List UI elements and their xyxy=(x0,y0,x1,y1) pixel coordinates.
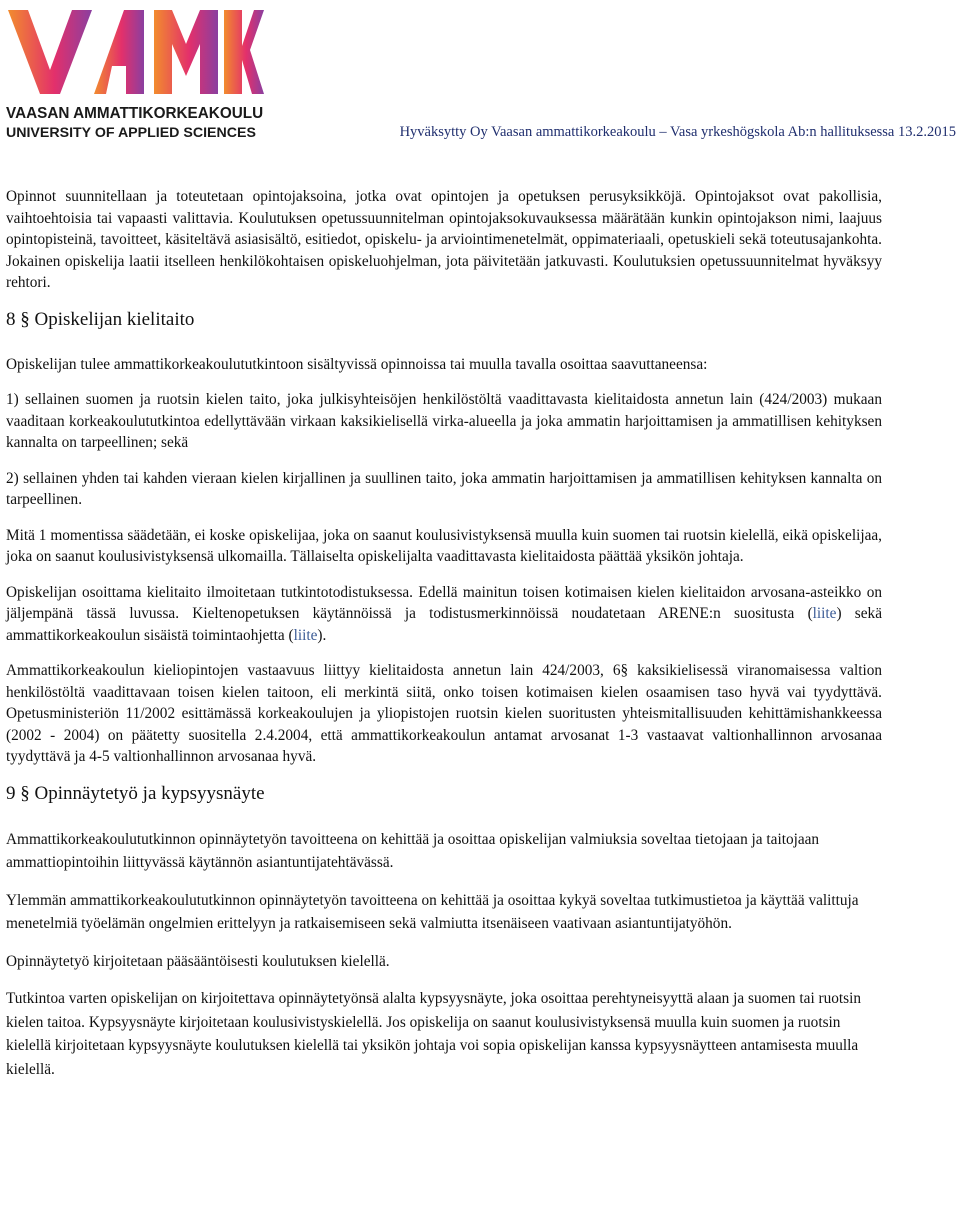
appendix-link-1[interactable]: liite xyxy=(812,605,837,622)
section-9-paragraph-1: Ammattikorkeakoulututkinnon opinnäytetyön tavoitteena on kehittää ja osoittaa opiskelijan valmiuksia soveltaa tietojaan ja taitojaan ammattiopintoihin liittyvässä käytännön asiantuntijatehtävässä. xyxy=(6,830,820,871)
appendix-link-2[interactable]: liite xyxy=(293,626,318,644)
section-9-heading: 9 § Opinnäytetyö ja kypsyysnäyte xyxy=(6,782,265,804)
section-9-paragraph-4: Tutkintoa varten opiskelijan on kirjoitettava opinnäytetyönsä alalta kypsyysnäyte, joka osoittaa perehtyneisyyttä alaan ja suomen tai ruotsin kielen taitoa. Kypsyysnäyte kirjoitetaan koulusivistyskielellä. Jos opiskelija on saanut koulusivistyksensä muulla kuin suomen ja ruotsin kielellä kirjoitetaan kypsyysnäyte koulutuksen kielellä tai yksikön johtaja voi sopia opiskelijan kanssa kypsyysnäytteen antamisesta muulla kielellä. xyxy=(6,990,862,1078)
section-8-paragraph-4: Mitä 1 momentissa säädetään, ei koske opiskelijaa, joka on saanut koulusivistyksensä muulla kuin suomen tai ruotsin kielellä, eikä opiskelijaa, joka on saanut koulusivistyksensä ulkomailla. Tällaiselta opiskelijalta vaadittavasta kielitaidosta päättää yksikön johtaja. xyxy=(6,526,882,565)
section-8-paragraph-5 xyxy=(6,582,882,647)
section-9-paragraph-2: Ylemmän ammattikorkeakoulututkinnon opinnäytetyön tavoitteena on kehittää ja osoittaa kykyä soveltaa tutkimustietoa ja käyttää valittuja menetelmiä työelämän ongelmien erittelyyn ja ratkaisemiseen sekä valmiutta itsenäiseen vaativaan asiantuntijatyöhön. xyxy=(6,891,859,932)
section-9-paragraph-3: Opinnäytetyö kirjoitetaan pääsääntöisesti koulutuksen kielellä. xyxy=(6,952,390,970)
intro-paragraph: Opinnot suunnitellaan ja toteutetaan opintojaksoina, jotka ovat opintojen ja opetuksen perusyksikköjä. Opintojaksot ovat pakollisia, vaihtoehtoisia tai vapaasti valittavia. Koulutuksen opetussuunnitelman opintojaksokuvauksessa määrätään kunkin opintojakson nimi, laajuus opintopisteinä, tavoitteet, käsiteltävä asiasisältö, esitiedot, opiskelu- ja arviointimenetelmät, oppimateriaali, opetuskieli sekä toteutusajankohta. Jokainen opiskelija laatii itselleen henkilökohtaisen opiskeluohjelman, jota päivitetään jatkuvasti. Koulutuksien opetussuunnitelmat hyväksyy rehtori. xyxy=(6,188,882,291)
document-body xyxy=(6,186,882,1095)
section-8-paragraph-6: Ammattikorkeakoulun kieliopintojen vastaavuus liittyy kielitaidosta annetun lain 424/2003, 6§ kaksikielisessä viranomaisessa valtion henkilöstöltä vaadittavaan toisen kielen taitoon, eli merkintä siitä, onko toisen kotimaisen kielen osaamisen taso hyvä vai tyydyttävä. Opetusministeriön 11/2002 esittämässä korkeakoulujen ja yliopistojen ruotsin kielen suoritusten yhteismitallisuuden kehittämishankkeessa (2002 - 2004) on päätetty suositella 2.4.2004, että ammattikorkeakoulun antamat arvosanat 1-3 vastaavat valtionhallinnon arvosanaa tyydyttävä ja 4-5 valtionhallinnon arvosanaa hyvä. xyxy=(6,662,882,765)
section-8-paragraph-3: 2) sellainen yhden tai kahden vieraan kielen kirjallinen ja suullinen taito, joka ammatin harjoittamisen ja ammatillisen kehityksen kannalta on tarpeellinen. xyxy=(6,469,882,508)
vamk-logo xyxy=(6,4,264,140)
section-8-heading: 8 § Opiskelijan kielitaito xyxy=(6,308,195,330)
approval-note: Hyväksytty Oy Vaasan ammattikorkeakoulu – Vasa yrkeshögskola Ab:n hallituksessa 13.2.2015 xyxy=(399,124,956,140)
logo-mark xyxy=(8,10,264,94)
logo-line2: UNIVERSITY OF APPLIED SCIENCES xyxy=(6,125,256,140)
page-header xyxy=(0,0,960,150)
text-span: Opiskelijan osoittama kielitaito ilmoitetaan tutkintotodistuksessa. Edellä mainitun toisen kotimaisen kielen kielitaidon arvosana-asteikko on jäljempänä tässä luvussa. Kieltenopetuksen käytännöissä ja todistusmerkinnöissä noudatetaan ARENE:n suositusta ( xyxy=(6,583,882,622)
section-8-paragraph-2: 1) sellainen suomen ja ruotsin kielen taito, joka julkisyhteisöjen henkilöstöltä vaadittavasta kielitaidosta annetun lain (424/2003) mukaan vaaditaan korkeakoulututkintoa edellyttävään virkaan kaksikielisellä virka-alueella ja joka ammatin harjoittamisen ja ammatillisen kehityksen kannalta on tarpeellinen; sekä xyxy=(6,391,882,451)
text-span: ) sekä ammattikorkeakoulun sisäistä toimintaohjetta ( xyxy=(6,605,882,644)
text-span: ). xyxy=(317,626,327,644)
logo-line1: VAASAN AMMATTIKORKEAKOULU xyxy=(6,105,264,122)
section-8-paragraph-1: Opiskelijan tulee ammattikorkeakoulututkintoon sisältyvissä opinnoissa tai muulla tavalla osoittaa saavuttaneensa: xyxy=(6,355,708,373)
